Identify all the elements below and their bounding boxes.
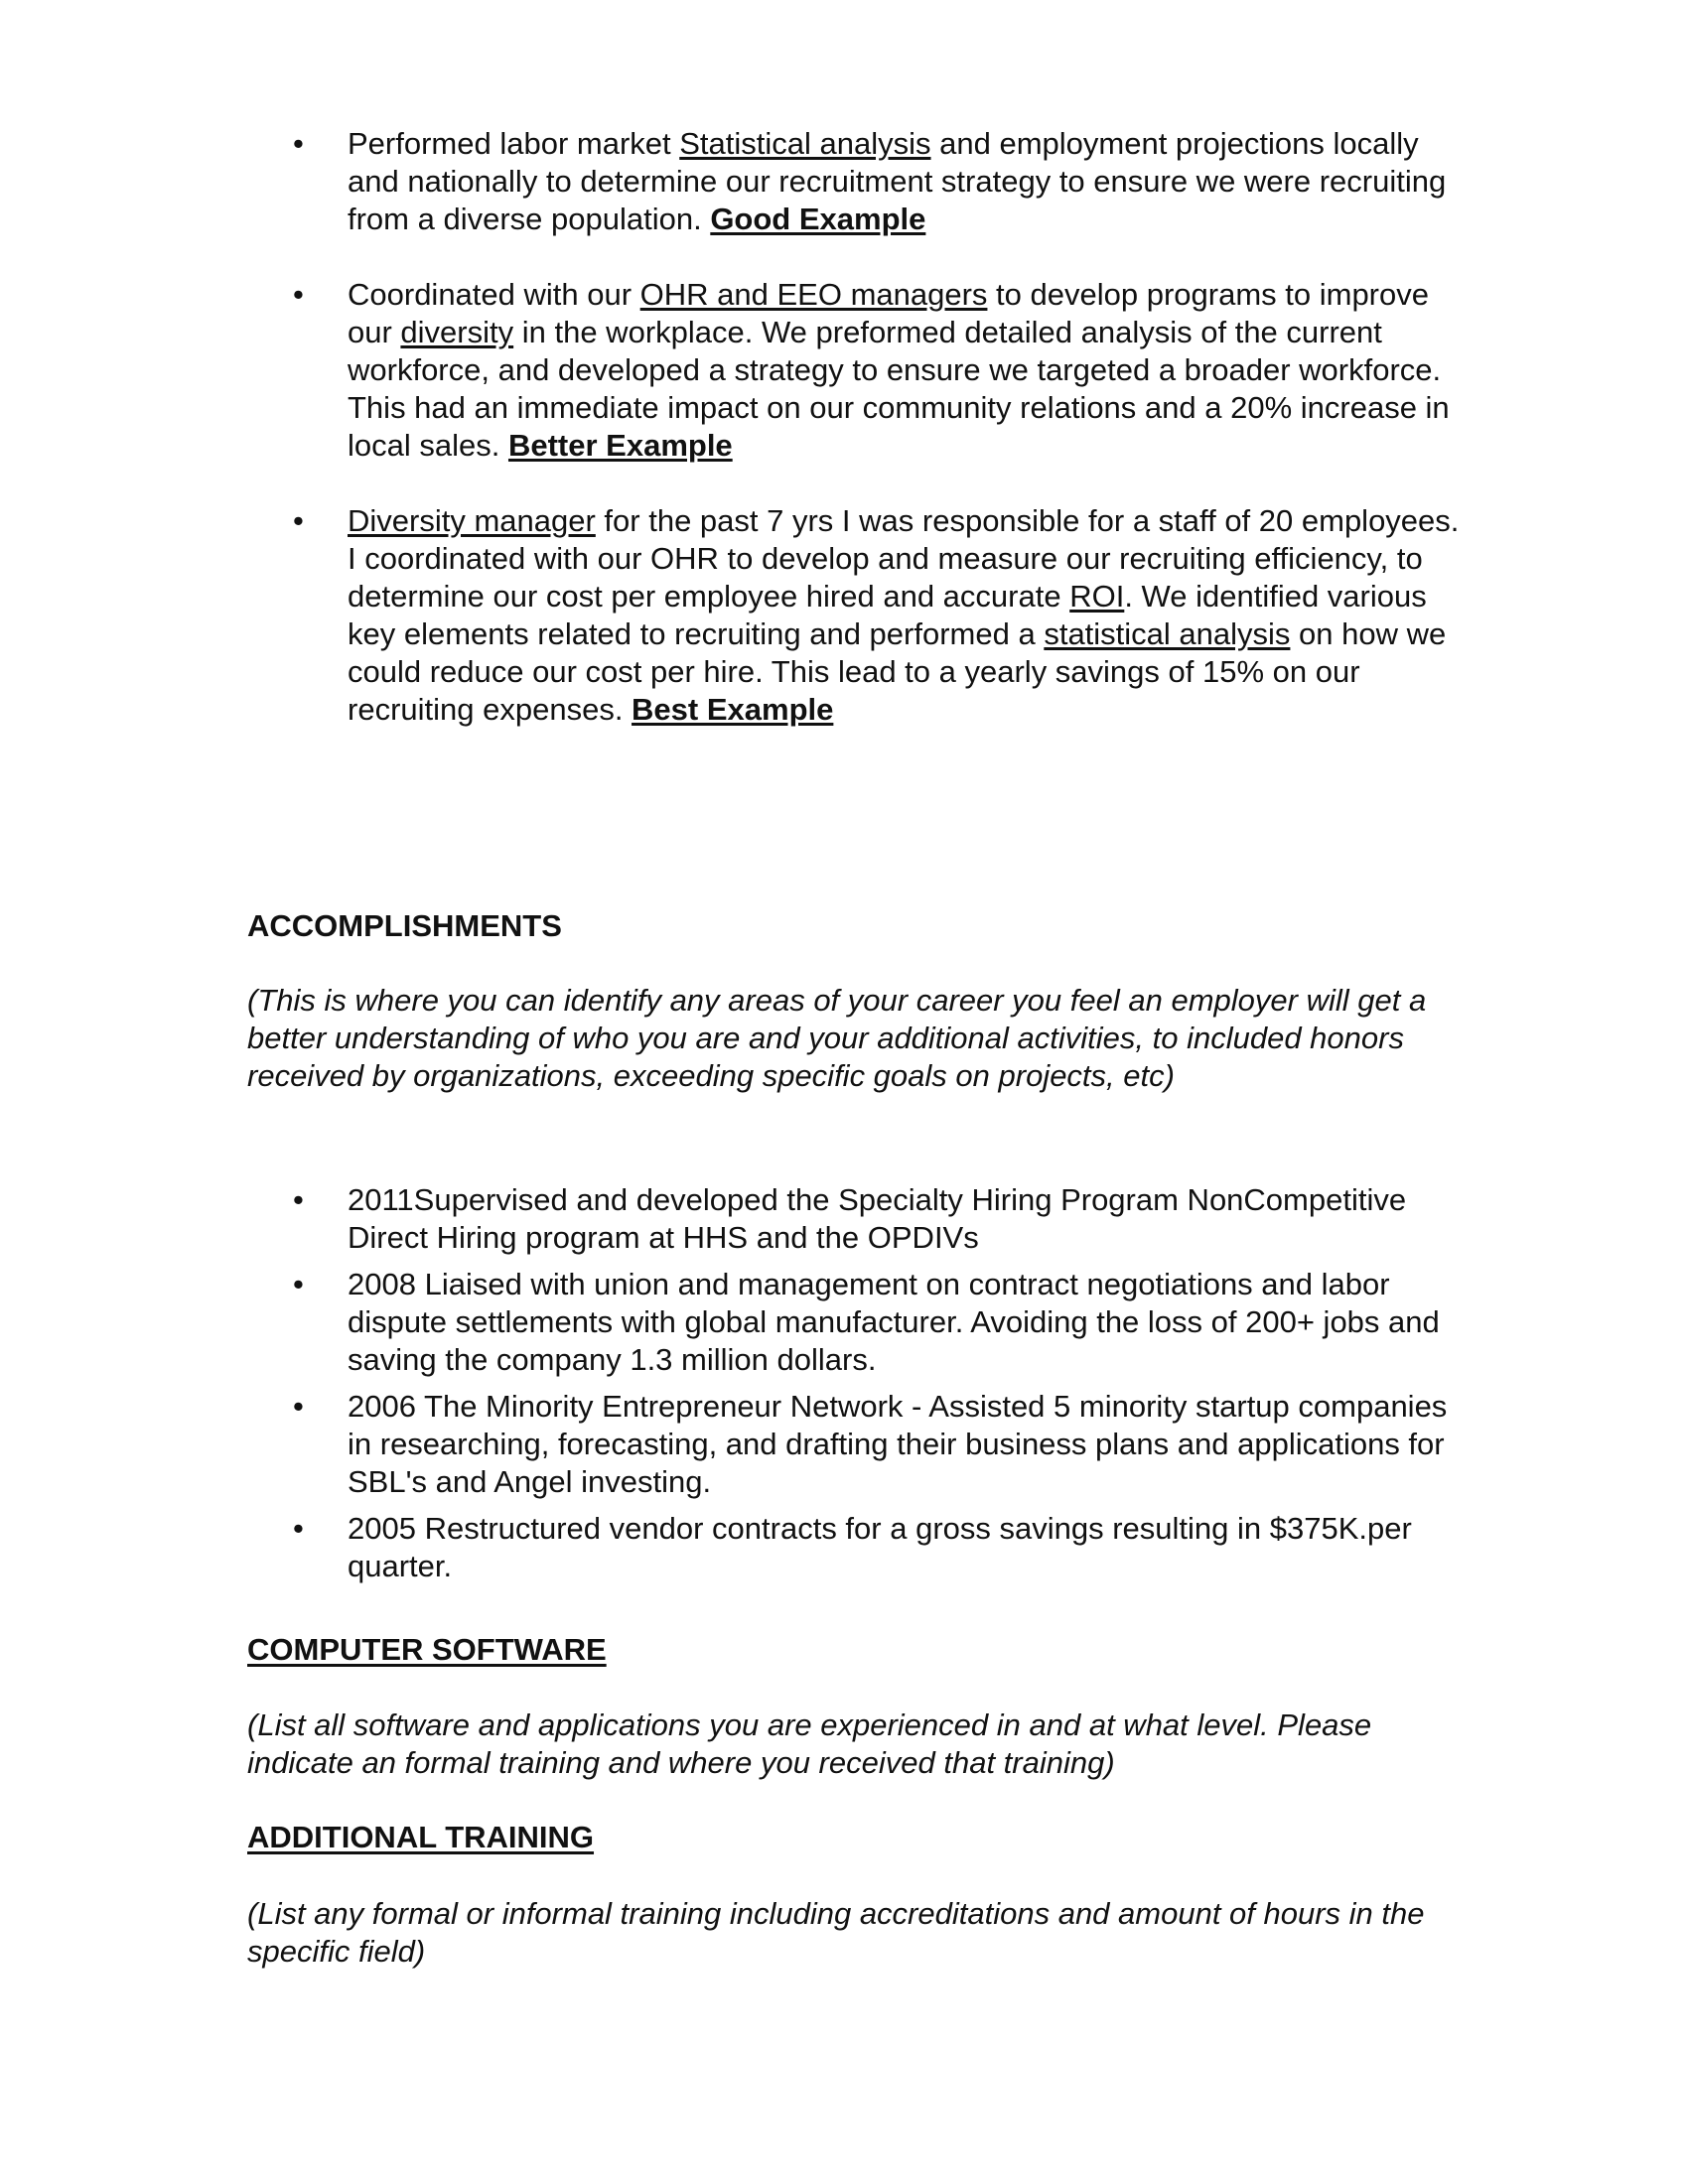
bullet-icon: • bbox=[293, 1182, 304, 1217]
computer-software-heading: COMPUTER SOFTWARE bbox=[247, 1632, 607, 1667]
underlined-keyword: statistical analysis bbox=[1044, 616, 1291, 651]
example-rating-label: Good Example bbox=[710, 202, 926, 236]
accomplishment-item bbox=[248, 1510, 1470, 1585]
example-text: in the workplace. We preformed detailed analysis of the current workforce, and developed a strategy to ensure we targeted a broader workforce. This had an immediate impact on our community relations and a 20% increase in local sales. bbox=[348, 315, 1450, 463]
underlined-keyword: Diversity manager bbox=[348, 503, 596, 538]
accomplishment-text: 2008 Liaised with union and management on contract negotiations and labor dispute settlements with global manufacturer. Avoiding the loss of 200+ jobs and saving the company 1.3 million dollars. bbox=[348, 1267, 1440, 1377]
accomplishments-list bbox=[248, 1181, 1470, 1594]
accomplishments-note: (This is where you can identify any areas of your career you feel an employer will get a better understanding of who you are and your additional activities, to included honors received by organizations, exceeding specific goals on projects, etc) bbox=[247, 983, 1427, 1093]
example-text: Coordinated with our bbox=[348, 277, 640, 312]
bullet-icon: • bbox=[293, 503, 304, 538]
example-rating-label: Better Example bbox=[507, 428, 733, 463]
example-text: . We identified various key elements related to recruiting and performed a bbox=[348, 579, 1427, 651]
experience-example-item bbox=[248, 125, 1470, 238]
experience-examples-list bbox=[248, 125, 1470, 766]
accomplishment-item bbox=[248, 1266, 1470, 1379]
bullet-icon: • bbox=[293, 277, 304, 312]
accomplishment-text: 2006 The Minority Entrepreneur Network - Assisted 5 minority startup companies in researching, forecasting, and drafting their business plans and applications for SBL's and Angel investing. bbox=[348, 1389, 1448, 1499]
experience-example-item bbox=[248, 502, 1470, 729]
bullet-icon: • bbox=[293, 126, 304, 161]
underlined-keyword: ROI bbox=[1069, 579, 1125, 614]
example-text: Performed labor market bbox=[348, 126, 680, 161]
example-text: on how we could reduce our cost per hire. This lead to a yearly savings of 15% on our recruiting expenses. bbox=[348, 616, 1447, 727]
bullet-icon: • bbox=[293, 1511, 304, 1546]
experience-example-item bbox=[248, 276, 1470, 465]
additional-training-note: (List any formal or informal training including accreditations and amount of hours in the specific field) bbox=[247, 1896, 1425, 1969]
accomplishments-heading: ACCOMPLISHMENTS bbox=[247, 908, 562, 943]
underlined-keyword: OHR and EEO managers bbox=[639, 277, 988, 312]
underlined-keyword: diversity bbox=[400, 315, 514, 349]
bullet-icon: • bbox=[293, 1267, 304, 1301]
example-rating-label: Best Example bbox=[632, 692, 834, 727]
underlined-keyword: Statistical analysis bbox=[679, 126, 931, 161]
additional-training-heading: ADDITIONAL TRAINING bbox=[247, 1820, 595, 1854]
bullet-icon: • bbox=[293, 1389, 304, 1424]
accomplishment-text: 2005 Restructured vendor contracts for a gross savings resulting in $375K.per quarter. bbox=[348, 1511, 1412, 1583]
example-text: and employment projections locally and nationally to determine our recruitment strategy to ensure we were recruiting from a diverse population. bbox=[348, 126, 1447, 236]
computer-software-note: (List all software and applications you are experienced in and at what level. Please indicate an formal training and where you received that training) bbox=[247, 1707, 1372, 1780]
accomplishment-item bbox=[248, 1388, 1470, 1501]
example-text: for the past 7 yrs I was responsible for a staff of 20 employees. I coordinated with our OHR to develop and measure our recruiting efficiency, to determine our cost per employee hired and accurate bbox=[348, 503, 1460, 614]
example-text: to develop programs to improve our bbox=[348, 277, 1429, 349]
accomplishment-text: 2011Supervised and developed the Specialty Hiring Program NonCompetitive Direct Hiring program at HHS and the OPDIVs bbox=[348, 1182, 1407, 1255]
accomplishment-item bbox=[248, 1181, 1470, 1257]
